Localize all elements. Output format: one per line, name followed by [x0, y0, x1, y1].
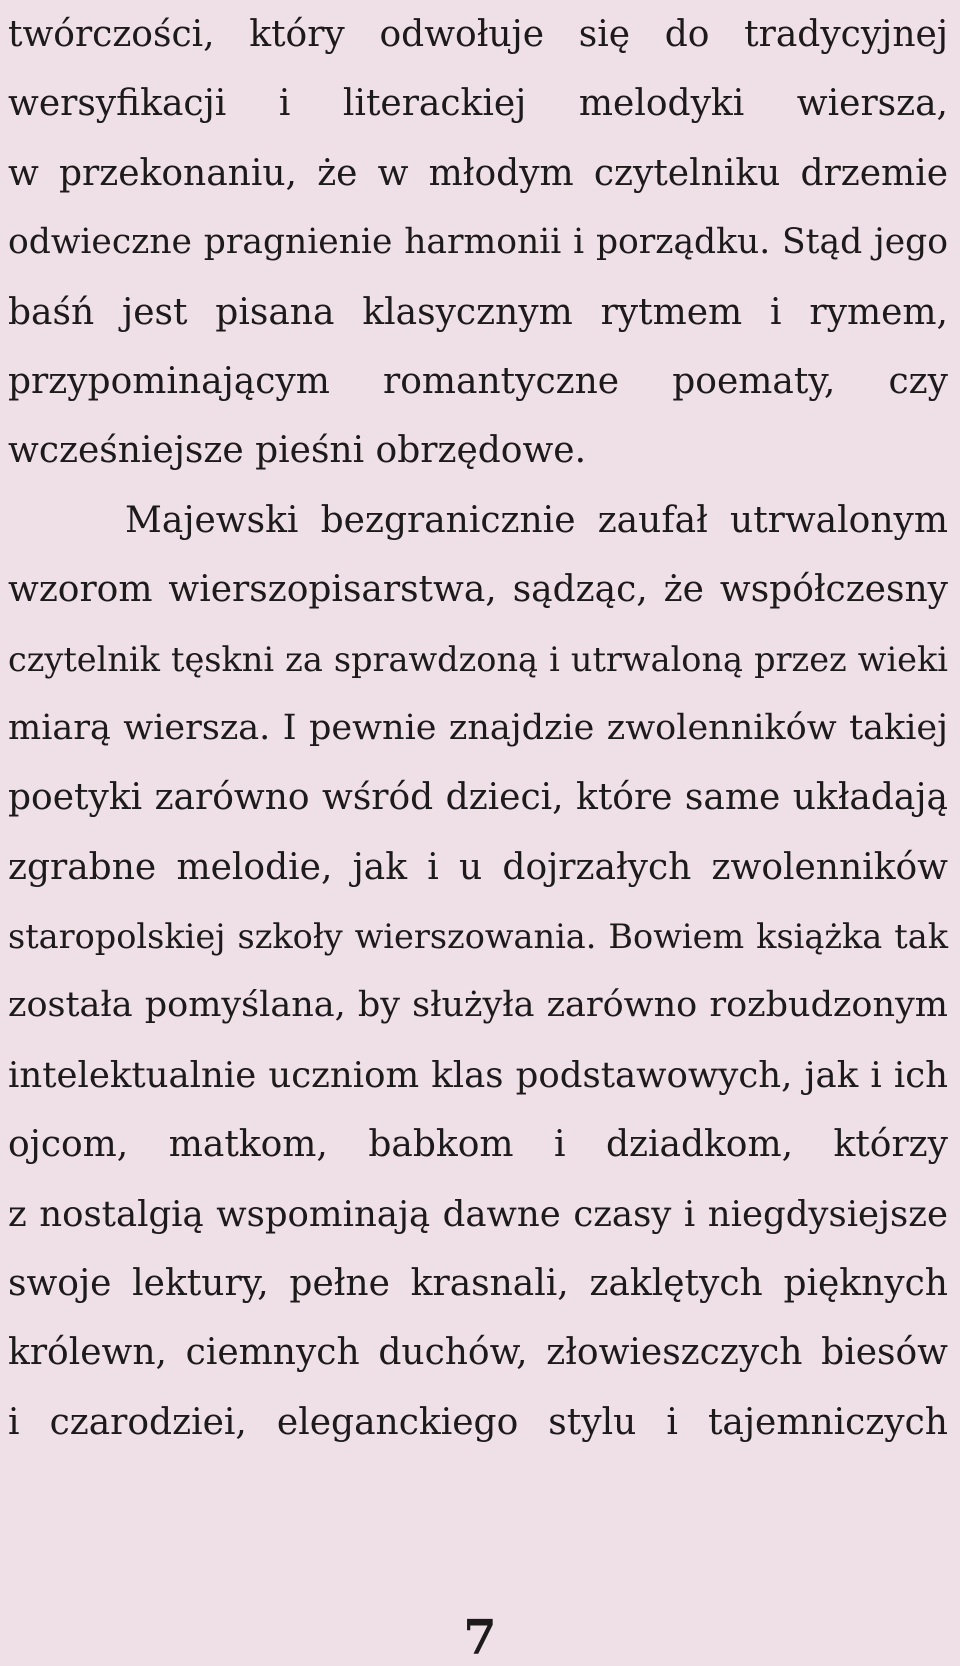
- text-line: i czarodziei, eleganckiego stylu i tajemniczych: [8, 1401, 948, 1443]
- text-line: poetyki zarówno wśród dzieci, które same układają: [8, 777, 948, 819]
- text-line: w przekonaniu, że w młodym czytelniku drzemie: [8, 152, 948, 194]
- paragraph-end-line: wcześniejsze pieśni obrzędowe.: [8, 430, 587, 472]
- text-line: królewn, ciemnych duchów, złowieszczych biesów: [8, 1332, 948, 1374]
- text-line: swoje lektury, pełne krasnali, zaklętych pięknych: [8, 1263, 948, 1305]
- text-line: twórczości, który odwołuje się do tradycyjnej: [8, 14, 948, 55]
- text-line: intelektualnie uczniom klas podstawowych, jak i ich: [8, 1054, 948, 1096]
- text-line: miarą wiersza. I pewnie znajdzie zwolenników takiej: [8, 707, 948, 748]
- text-line: baśń jest pisana klasycznym rytmem i rymem,: [8, 291, 948, 333]
- text-line: odwieczne pragnienie harmonii i porządku. Stąd jego: [8, 222, 948, 263]
- text-line: zgrabne melodie, jak i u dojrzałych zwolenników: [8, 846, 948, 888]
- text-line: czytelnik tęskni za sprawdzoną i utrwaloną przez wieki: [8, 639, 948, 679]
- text-line: przypominającym romantyczne poematy, czy: [8, 360, 948, 402]
- text-line: staropolskiej szkoły wierszowania. Bowiem książka tak: [8, 917, 948, 957]
- body-text: [8, 0, 948, 1457]
- text-line: z nostalgią wspominają dawne czasy i niegdysiejsze: [8, 1193, 948, 1235]
- text-line: wersyfikacji i literackiej melodyki wiersza,: [8, 83, 948, 125]
- text-line: wzorom wierszopisarstwa, sądząc, że współczesny: [8, 569, 948, 611]
- paragraph-start-line: Majewski bezgranicznie zaufał utrwalonym: [125, 499, 948, 541]
- page-number: 7: [463, 1610, 497, 1666]
- text-line: ojcom, matkom, babkom i dziadkom, którzy: [8, 1124, 948, 1166]
- text-line: została pomyślana, by służyła zarówno rozbudzonym: [8, 985, 948, 1026]
